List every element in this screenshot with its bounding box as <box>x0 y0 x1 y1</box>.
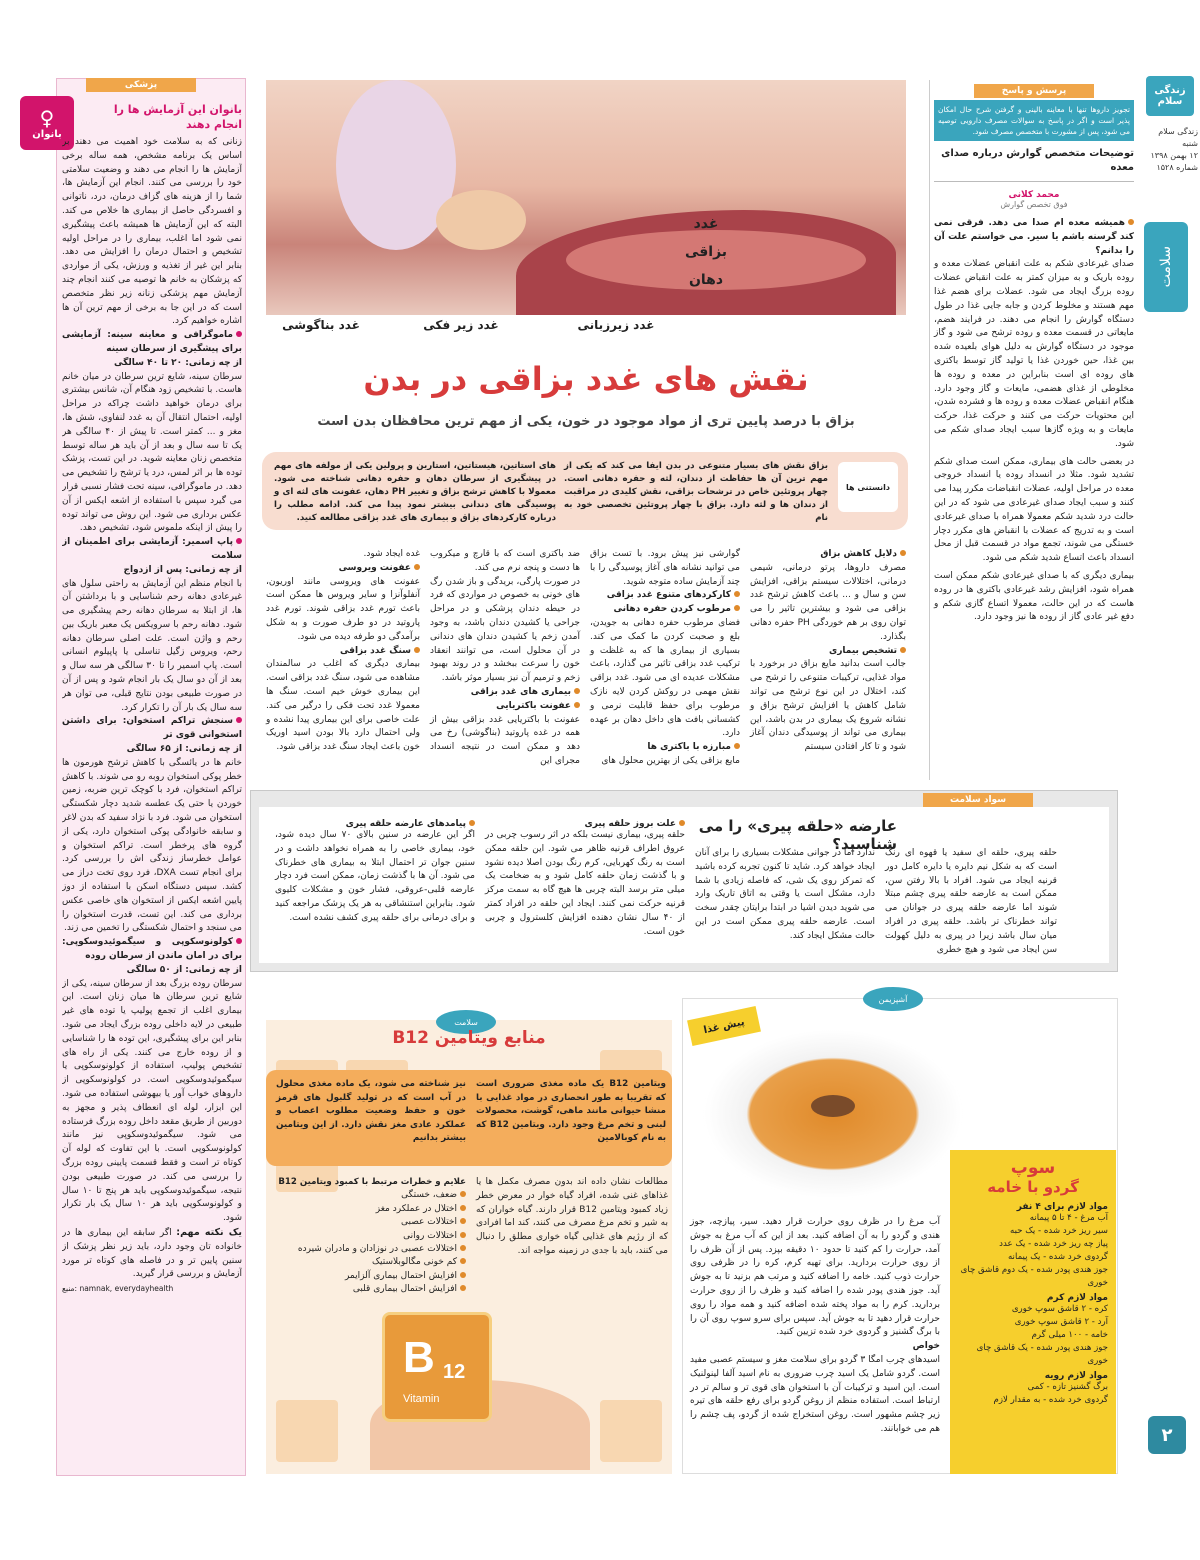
soup-ing-item: سیر ریز خرد شده - یک حبه <box>1009 1226 1108 1236</box>
b12-list-item-text: اختلالات عصبی <box>400 1217 457 1228</box>
arcus-col3-text: حلقه پیری، بیماری نیست بلکه در اثر رسوب چربی در عروق اطراف قرنیه ظاهر می شود. این حلقه ممکن است به رنگ کهربایی، کرم رنگ بودن اصلا دیده نشود و با گذشت زمان حلقه کامل شود و به ضخامت یک میلی متر برسد البته چربی ها هیچ گاه به سمت مرکز قرنیه حرکت نمی کنند. ایجاد این حلقه در افراد کمتر از ۴۰ سال نشان دهنده افزایش کلسترول و چربی خون است. <box>485 830 685 937</box>
main-col4-h2 <box>266 645 420 659</box>
main-col4-t3: بیماری دیگری که اغلب در سالمندان مشاهده می شود، سنگ غدد بزاقی است. این بیماری خوش خیم است. سنگ ها معمولا غدد تحت فکی را درگیر می کند. علت خاصی برای این بیماری پیدا نشده و ولی احتمال دارد بالا بودن اسید اوریک خون باعث ایجاد سنگ غدد بزاقی شود. <box>266 659 420 753</box>
women-h4 <box>62 936 242 964</box>
masthead-logo: زندگی سلام <box>1146 76 1194 116</box>
qa-author: محمد کلانی <box>1008 190 1060 200</box>
women-a1: از چه زمانی: ۲۰ تا ۴۰ سالگی <box>114 357 242 368</box>
b12-list-item-text: افزایش احتمال بیماری قلبی <box>352 1284 457 1295</box>
page-number: ۲ <box>1148 1416 1186 1454</box>
arcus-h4-text: پیامدهای عارضه حلقه پیری <box>345 819 466 829</box>
b12-bg-tile <box>276 1400 338 1462</box>
b12-title: منابع ویتامین B12 <box>392 1028 546 1048</box>
soup-ingredients <box>950 1150 1116 1474</box>
arcus-h4 <box>275 819 475 829</box>
b12-card-word: Vitamin <box>403 1393 440 1405</box>
main-col4-t1: غده ایجاد شود. <box>363 549 420 559</box>
masthead-date: ۱۲ بهمن ۱۳۹۸ <box>1150 151 1198 160</box>
arcus-title: عارضه «حلقه پیری» را می شناسید؟ <box>698 817 897 853</box>
submandibular-gland <box>436 190 526 250</box>
qa-title: توضیحات متخصص گوارش درباره صدای معده <box>934 147 1134 182</box>
main-col1-t1: مصرف داروها، پرتو درمانی، شیمی درمانی، اختلالات سیستم بزاقی، افزایش سن و سال و ... باعث کاهش ترشح غدد بزاقی می شود و بیشترین تاثیر را می توان روی بر هم خوردگی PH حفره دهانی بگذارد. <box>750 562 906 642</box>
arcus-h3-text: علت بروز حلقه پیری <box>584 819 676 829</box>
soup-badge: پیش غذا <box>687 1006 761 1046</box>
b12-list-item <box>270 1256 466 1269</box>
main-col3-h1 <box>430 686 580 700</box>
qa-body2: در بعضی حالت های بیماری، ممکن است صدای شکم تشدید شود. مثلا در انسداد روده یا انسداد خروجی معده در مراحل اولیه، عضلات انقباضات مکرر پیدا می کنند و سبب ایجاد صدای غیرعادی می شود که در این حالت درد شدید شکم معمولا همراه با صدای غیرعادی است و به تدریج که عضلات با انقباض های مکرر دچار خستگی می شوند، تجمع مواد در قسمت قبل از محل انسداد باعث اتساع شدید شکم می شود. <box>934 456 1134 564</box>
masthead-meta <box>1144 126 1198 174</box>
soup-top-list <box>958 1381 1108 1407</box>
b12-card <box>382 1312 492 1422</box>
women-a2: از چه زمانی: پس از ازدواج <box>123 564 242 575</box>
soup-cream-item: آرد - ۲ قاشق سوپ خوری <box>1014 1317 1108 1327</box>
main-col1-t2: جالب است بدانید مایع بزاق در برخورد با مواد غذایی، ترکیبات متنوعی را ترشح می کند، اختلال در این نوع ترشح می تواند شامل کاهش یا افزایش ترشح بزاق و نشانه شروع یک بیماری در بدن باشد، این بیماری می تواند از پوسیدگی دندان آغاز شود و تا کار افتادن سیستم <box>750 659 906 753</box>
arcus-box <box>250 790 1118 972</box>
women-title: بانوان این آزمایش ها را انجام دهند <box>113 103 242 131</box>
soup-top-title: مواد لازم رویه <box>1044 1371 1108 1381</box>
women-a3: از چه زمانی: از ۶۵ سالگی <box>126 744 242 755</box>
gland-label-sublingual: غدد زیرزبانی <box>577 318 655 332</box>
b12-list-item-text: ضعف، خستگی <box>401 1190 457 1201</box>
main-subhead: بزاق با درصد پایین تری از مواد موجود در خون، یکی از مهم ترین محافظان بدن است <box>317 414 855 429</box>
main-col2-h2 <box>590 741 740 755</box>
women-h3-text: سنجش تراکم استخوان: برای داشتن استخوانی قوی تر <box>62 716 242 741</box>
main-col3-t1: ضد باکتری است که با قارچ و میکروب ها دست و پنجه نرم می کند. <box>430 549 580 573</box>
qa-note: تجویز داروها تنها با معاینه بالینی و گرفتن شرح حال امکان پذیر است و اگر در پاسخ به سوالات مصرف دارویی توصیه می شود، پس از مشورت با متخصص مصرف شود. <box>934 100 1134 141</box>
women-h1 <box>62 329 242 357</box>
soup-ing-item: پیاز چه ریز خرد شده - یک عدد <box>999 1239 1108 1249</box>
soup-cream-item: خامه - ۱۰۰ میلی گرم <box>1031 1330 1108 1340</box>
fact-box-text2: های استاتین، هیستاتین، استارین و پرولین یکی از مولفه های مهم در پیشگیری از سرطان دهان و حفره دهانی شناخته می شود. معمولا با کاهش ترشح بزاق و تغییر PH دهان، عفونت های لثه ای و پوسیدگی های دندانی بیشتر نمود پیدا می کند. ادامه مطلب را درباره کارکردهای بزاق و بیماری های غدد بزاقی مطالعه کنید. <box>274 461 556 523</box>
gland-label-parotid: غدد بناگوشی <box>282 318 360 332</box>
soup-ing-title: مواد لازم برای ۴ نفر <box>1016 1202 1108 1212</box>
arcus-tab: سواد سلامت <box>923 793 1033 807</box>
b12-list-item <box>270 1243 466 1256</box>
main-col3-h1-text: بیماری های غدد بزاقی <box>470 686 571 697</box>
soup-cream-item: کره - ۲ قاشق سوپ خوری <box>1011 1304 1108 1314</box>
masthead-issue: شماره ۱۵۲۸ <box>1156 163 1198 172</box>
women-p6 <box>62 1226 242 1282</box>
b12-tab: سلامت <box>436 1010 496 1034</box>
column-divider <box>929 80 930 780</box>
main-col2-t2 <box>590 603 740 617</box>
b12-list-title: علایم و خطرات مرتبط با کمبود ویتامین B12 <box>278 1177 466 1187</box>
soup-cream-list <box>958 1303 1108 1368</box>
b12-list <box>270 1176 466 1297</box>
women-figure-icon: ♀ <box>39 105 55 130</box>
main-col4-t2: عفونت های ویروسی مانند اوریون، آنفلوآنزا و سایر ویروس ها ممکن است باعث تورم غدد بزاقی شوند. تورم غدد پاروتید در دو طرف صورت و به شکل برآمدگی دو طرفه دیده می شود. <box>266 576 420 642</box>
b12-body: مطالعات نشان داده اند بدون مصرف مکمل ها یا غذاهای غنی شده، افراد گیاه خوار در معرض خطر زیاد کمبود ویتامین B12 قرار دارند. گیاه خواران که به شیر و تخم مرغ مصرف می کنند، کند اما افرادی که از رژیم های غذایی گیاه خواری مطلق را دنبال می کنند، باید با جدی در زمینه مواجه اند. <box>476 1177 668 1256</box>
b12-list-item-text: اختلال در عملکرد مغز <box>375 1203 457 1214</box>
women-text <box>62 102 242 1462</box>
soup-method <box>690 1216 940 1437</box>
b12-list-item <box>270 1270 466 1283</box>
b12-list-item <box>270 1189 466 1202</box>
main-col-3 <box>430 548 580 769</box>
soup-prop-title: خواص <box>912 1341 940 1352</box>
main-col2-h2-text: مبارزه با باکتری ها <box>647 742 731 753</box>
women-h2 <box>62 536 242 564</box>
main-col3-h2 <box>430 700 580 714</box>
soup-title2: گردو با خامه <box>987 1178 1079 1196</box>
b12-list-item <box>270 1283 466 1296</box>
arcus-col4 <box>275 819 475 926</box>
women-h1-text: ماموگرافی و معاینه سینه: آزمایشی برای پیشگیری از سرطان سینه <box>62 330 242 354</box>
qa-author-role: فوق تخصص گوارش <box>1000 200 1068 209</box>
soup-steps: آب مرغ را در ظرف روی حرارت قرار دهید. سیر، پیازچه، جوز هندی و گردو را به آن اضافه کنید. بعد از این که آب مرغ به جوش آمد، حرارت را کم کنید تا حدود ۱۰ دقیقه بپزد. پس از آن ظرف را از روی حرارت بردارید. برای تهیه کرم، کره را در ظرفی روی حرارت ذوب کنید. خامه را اضافه کنید و مرتب هم بزنید تا به جوش آید. جوز هندی پودر شده را اضافه کنید و ظرف را از روی حرارت بردارید. کرم را به مواد پخته شده اضافه کنید و همه مواد را روی حرارت قرار دهید تا به جوش آید. سپس برای سرو سوپ روی آن را با برگ گشنیز و گردوی خرد شده تزیین کنید. <box>690 1217 940 1338</box>
b12-list-item-text: افزایش احتمال بیماری آلزایمر <box>344 1270 457 1281</box>
arcus-h3 <box>485 819 685 829</box>
qa-question-text: همیشه معده ام صدا می دهد. فرقی نمی کند گرسنه باشم یا سیر. می خواستم علت آن را بدانم؟ <box>934 218 1134 256</box>
soup-ing-list <box>958 1212 1108 1290</box>
main-col3-t3: عفونت با باکتریایی غدد بزاقی بیش از همه در غده پاروتید (بناگوشی) رخ می دهد و ممکن است در نتیجه انسداد مجرای این <box>430 714 580 766</box>
b12-bg-tile <box>600 1400 662 1462</box>
main-col1-h2 <box>750 645 906 659</box>
main-col2-h1 <box>590 589 740 603</box>
soup-ing-item: جوز هندی پودر شده - یک دوم قاشق چای خوری <box>960 1265 1108 1288</box>
main-col4-h1-text: عفونت ویروسی <box>338 562 411 573</box>
soup-cream-title: مواد لازم کرم <box>1046 1293 1108 1303</box>
main-col2-t2-text: مرطوب کردن حفره دهانی <box>613 604 731 615</box>
women-p6-text: اگر سابقه این بیماری ها در خانواده تان وجود دارد، باید زیر نظر پزشک از سنین پایین تر و در فاصله های کوتاه تر مورد آزمایش و بررسی قرار گیرید. <box>62 1227 242 1280</box>
women-tab: پزشکی <box>86 78 196 92</box>
b12-intro1: ویتامین B12 یک ماده مغذی ضروری است که تقریبا به طور انحصاری در مواد غذایی با منشا حیوانی مانند ماهی، گوشت، محصولات لبنی و تخم مرغ وجود دارد. ویتامین B12 که به نام کوبالامین <box>476 1079 666 1143</box>
women-a4: از چه زمانی: از ۵۰ سالگی <box>126 964 242 975</box>
women-p1: زنانی که به سلامت خود اهمیت می دهند بر اساس یک برنامه مشخص، همه ساله برخی آزمایش ها را انجام می دهند و وضعیت سلامتی خود را بررسی می کنند. انجام این آزمایش ها، شما را از هزینه های گزاف درمان، درد، ناتوانی و افسردگی حاصل از بیماری ها خلاص می کند. البته که این آزمایش ها همیشه باعث پیشگیری نمی شود اما اغلب، بیماری را در مراحل اولیه تشخیص و احتمال درمان را افزایش می دهد. بنابر این غیر از تغذیه و ورزش، یکی از مواردی که پزشکان به خانم ها توصیه می کنند انجام چند آزمایش مهم پزشکی زنانه زیر نظر متخصص است که در این جا به برخی از مهم ترین آن ها اشاره خواهیم کرد. <box>62 137 242 327</box>
main-col1-h2-text: تشخیص بیماری <box>828 645 897 656</box>
qa-body1: صدای غیرعادی شکم به علت انقباض عضلات معده و روده باریک و به میزان کمتر به علت انقباض عضلات روده بزرگ ایجاد می شود. عضلات برای هضم غذا مهم هستند و مخلوط کردن و جابه جایی غذا در طول دستگاه گوارش را انجام می دهند. در فرایند هضم، مایعاتی در قسمت معده و روده ترشح می شود و گاز موجود در دستگاه گوارش به دلیل هوای بلعیده شده بین غذا، حین خوردن غذا یا تولید گاز توسط باکتری های روده ای است بنابراین در معده و روده ها مخلوطی از غذای هضمی، مایعات و گاز وجود دارد. هنگام انقباض عضلات معده و روده ها و فشرده شدن، این محتویات حرکت می کنند و حرکت غذا، حرکت مایعات و به ویژه گازها سبب ایجاد صدای شکم می شود. <box>934 259 1134 449</box>
soup-title1: سوپ <box>1010 1158 1056 1178</box>
main-col1-h1 <box>750 548 906 562</box>
b12-card-number: 12 <box>443 1361 466 1383</box>
fact-box-text1: بزاق نقش های بسیار متنوعی در بدن ایفا می کند که یکی از مهم ترین آن ها حفاظت از دندان، لثه و حفره دهانی است. چهار پروتئین خاص در ترشحات بزاقی، نقش کلیدی در مراقبت از دندان ها و لثه دارد. بزاق با چهار پروتئین تخصصی خود به نام <box>564 461 828 523</box>
women-p5: سرطان روده بزرگ بعد از سرطان سینه، یکی از شایع ترین سرطان ها میان زنان است. این بیماری اغلب از تجمع پولیپ یا توده های غیر طبیعی در لایه داخلی روده بزرگ ایجاد می شود. بنابر این برای پیشگیری، این توده ها را شناسایی و از روده خارج می کنند. یکی از راه های تشخیص پولیپ، استفاده از کولونوسکوپی یا سیگموئیدوسکوپی است. در کولونوسکوپی از داروهای خواب آور یا بیهوشی استفاده می شود. این ابزار، لوله ای انعطاف پذیر و مجهز به دوربین از طریق مقعد داخل روده بزرگ فرستاده می شود. سیگموئیدوسکوپی نیز مانند کولونوسکوپی است. با این تفاوت که لوله آن کوتاه تر است و فقط قسمت پایینی روده بزرگ را بررسی می کند. در صورت طبیعی بودن نتیجه، سیگموئیدوسکوپی باید هر پنج تا ۱۰ سال و کولونوسکوپی باید هر ۱۰ سال یک بار تکرار شود. <box>62 978 242 1224</box>
section-label <box>1144 222 1188 312</box>
gland-caption: غدد بزاقی دهان <box>684 216 728 288</box>
soup-cream-item: جوز هندی پودر شده - یک قاشق چای خوری <box>976 1343 1108 1366</box>
soup-top-item: گردوی خرد شده - به مقدار لازم <box>993 1395 1108 1405</box>
soup-top-item: برگ گشنیز تازه - کمی <box>1027 1382 1108 1392</box>
main-col2-t1: گوارشی نیز پیش برود. با تست بزاق می توانید نشانه های آغاز پوسیدگی را با چند آزمایش ساده متوجه شوید. <box>590 549 740 587</box>
arcus-col2: ندارد اما در جوانی مشکلات بسیاری را برای آنان ایجاد خواهد کرد. شاید تا کنون تجربه کرده باشید که تمرکز روی یک شی، که فاصله زیادی با شما دارد، مشکل است یا وقتی به اتاق تاریک وارد می شوید دیدن اشیا در ابتدا برایتان چقدر سخت است. عارضه حلقه پیری ممکن است در این حالت مشکل ایجاد کند. <box>695 848 875 941</box>
main-col-1 <box>750 548 906 755</box>
arcus-col4-text: اگر این عارضه در سنین بالای ۷۰ سال دیده شود، خود، بیماری خاصی را به همراه نخواهد داشت و در سنین جوان تر احتمال ابتلا به بیماری های خطرناک می شود. آن ها با گذشت زمان، ممکن است فرد دچار عارضه قلبی-عروقی، فشار خون و مشکلات کلیوی شود. بنابراین استنشاقی به هر یک پزشک مراجعه کنید و برای درمانی برای حلقه پیری کشف نشده است. <box>275 830 475 923</box>
arcus-col1: حلقه پیری، حلقه ای سفید یا قهوه ای رنگ است که به شکل نیم دایره یا دایره کامل دور قرنیه ایجاد می شود. افراد با بالا رفتن سن، ممکن است به عارضه حلقه پیری چشم مبتلا شوند اما عارضه حلقه پیری در جوانان می تواند خطرناک تر باشد. حلقه پیری در افراد میان سال باشد زیرا در پیری به دلیل کهولت سن ایجاد می شود و هیچ خطری <box>885 848 1057 955</box>
b12-list-item <box>270 1230 466 1243</box>
women-note-title: یک نکته مهم: <box>176 1226 242 1238</box>
soup-ing-item: گردوی خرد شده - یک پیمانه <box>1007 1252 1108 1262</box>
main-col4-h2-text: سنگ غدد بزاقی <box>339 645 411 656</box>
women-p3: با انجام منظم این آزمایش به راحتی سلول های غیرعادی دهانه رحم شناسایی و با برداشتن آن ها، از ابتلا به سرطان دهانه رحم پیشگیری می شود. دهانه رحم با سرویکس یک معبر باریک بین رحم و واژن است. علت اصلی سرطان دهانه رحم، ویروس زگیل تناسلی یا پاپیلوم انسانی است. پاپ اسمیر را تا ۳۰ سالگی هر سه سال و بعد از آن دو سال یک بار انجام شود و پس از آن در صورت طبیعی بودن نتایج قبلی، می توان هر سه سال یک بار آن را تکرار کرد. <box>62 578 242 713</box>
b12-intro2: نیز شناخته می شود، یک ماده مغذی محلول در آب است که در تولید گلبول های قرمز خون و حفظ وضعیت مطلوب اعصاب و عملکرد عادی مغز نقش دارد. از این ویتامین بیشتر بدانیم <box>276 1079 466 1143</box>
fact-box <box>262 452 908 530</box>
qa-tab: پرسش و پاسخ <box>974 84 1094 98</box>
arcus-col3 <box>485 819 685 939</box>
main-col2-t3: فضای مرطوب حفره دهانی به جویدن، بلع و صحبت کردن ما کمک می کند. بسیاری از بیماری ها که به غلظت و ترکیب غدد بزاقی تاثیر می گذارد، باعث مشکلات عدیده ای می شود. غدد بزاقی نقش مهمی در روکش کردن لایه نازک مرطوب برای حفظ قابلیت نرمی و کشسانی بافت های داخل دهان بر عهده دارد. <box>590 617 740 739</box>
qa-column <box>934 84 1134 784</box>
soup-ing-item: آب مرغ - ۴ تا ۵ پیمانه <box>1029 1213 1108 1223</box>
main-col2-h1-text: کارکردهای متنوع غدد بزاقی <box>606 590 731 601</box>
women-h2-text: پاپ اسمیر: آزمایشی برای اطمینان از سلامت <box>62 537 242 561</box>
qa-question <box>934 217 1134 258</box>
soup-props: اسیدهای چرب امگا ۳ گردو برای سلامت مغز و سیستم عصبی مفید است. گردو شامل یک اسید چرب ضروری به نام اسید آلفا لینولنیک است. این اسید و ترکیبات آن با استخوان های قوی تر و سالم تر در ارتباط است. استفاده منظم از روغن گردو برای رفع حلقه های تیره زیر چشم مشهور است. روغن استخراج شده از گردو، پف چشم را هم می خوابانند. <box>690 1354 940 1434</box>
main-col3-h2-text: عفونت باکتریایی <box>496 700 571 711</box>
b12-list-item-text: اختلالات عصبی در نوزادان و مادران شیرده <box>297 1244 457 1255</box>
qa-body3: بیماری دیگری که با صدای غیرعادی شکم ممکن است همراه شود، افزایش رشد غیرعادی باکتری ها در روده هاست که در این حالت، معمولا اتساع گازی شکم و دفع غیر عادی گاز از روده ها نیز وجود دارد. <box>934 570 1134 623</box>
main-col2-t4: مایع بزاقی یکی از بهترین محلول های <box>601 755 740 766</box>
main-col1-h1-text: دلایل کاهش بزاق <box>820 549 897 559</box>
gland-label-submandibular: غدد زیر فکی <box>423 318 499 332</box>
masthead-sub2: شنبه <box>1182 139 1198 148</box>
main-col4-h1 <box>266 562 420 576</box>
women-p2: سرطان سینه، شایع ترین سرطان در میان خانم هاست. با تشخیص زود هنگام آن، شانس بیشتری برای درمان خواهید داشت چراکه در مراحل اولیه، احتمال انتقال آن به غدد لنفاوی، شش ها، مغز و ... کمتر است. تا پیش از ۴۰ سالگی هر یک تا سه سال و بعد از آن باید هر ساله توسط متخصص زنان معاینه شوید. در این تست، پزشک توده ها بر اثر لمس، درد یا ترشح را تشخیص می دهد. در ماموگرافی، سینه تحت فشار نسبی قرار می گیرد سپس با استفاده از اشعه ایکس از آن عکس برداری می شود. این روش می تواند توده را پیش از اینکه ملموس شود، تشخیص دهد. <box>62 371 242 534</box>
b12-list-item <box>270 1203 466 1216</box>
b12-list-item <box>270 1216 466 1229</box>
b12-card-letter: B <box>403 1333 435 1382</box>
b12-list-item-text: اختلالات روانی <box>403 1230 457 1241</box>
b12-list-item-text: کم خونی مگالوبلاستیک <box>371 1257 457 1268</box>
women-p4: خانم ها در یائسگی با کاهش ترشح هورمون ها خطر پوکی استخوان روبه رو می شوند. با کاهش تراکم استخوان، فرد با کوچک ترین ضربه، زمین خوردن یا حتی یک عطسه شدید دچار شکستگی استخوان می شود. فرد با نژاد سفید که بدن لاغر و سابقه خانوادگی پوکی استخوان دارد، یکی از گروه های پرخطر است. تراکم استخوان و عوامل خطرساز زندگی اش را بررسی کرد. برای انجام تست DXA، فرد روی تخت دراز می کشد. سپس دستگاه اسکن با استفاده از دوز پایین اشعه ایکس از استخوان های خاصی عکس برداری می کند. این تست، قدرت استخوان را می سنجد و احتمال شکستگی را تخمین می زند. <box>62 757 242 934</box>
masthead-sub1: زندگی سلام <box>1158 127 1198 136</box>
main-col3-t2: در صورت پارگی، بریدگی و باز شدن رگ های خونی به خصوص در مواردی که فرد در حیطه دندان پزشکی و در مراحل جراحی یا کشیدن دندان باشد، به وجود آمدن زخم یا کشیدن دندان های دندانی در آن محلول است، می توانند انعقاد خون را سرعت ببخشد و در روند بهبود زخم و ترمیم آن نیز بسیار موثر باشد. <box>430 576 580 684</box>
women-source: منبع: namnak, everydayhealth <box>62 1284 174 1294</box>
women-h3 <box>62 715 242 743</box>
main-col-4 <box>266 548 420 755</box>
soup-garnish <box>811 1095 855 1117</box>
section-label-text: سلامت <box>1158 246 1174 288</box>
women-h4-text: کولونوسکوپی و سیگموئیدوسکوپی: برای در امان ماندن از سرطان روده <box>62 937 242 962</box>
gland-illustration <box>266 80 906 315</box>
main-headline: نقش های غدد بزاقی در بدن <box>363 360 809 398</box>
fact-box-tab: دانستنی ها <box>838 462 898 512</box>
soup-tab: آشپزیمن <box>863 987 923 1011</box>
women-badge-text: بانوان <box>32 128 62 140</box>
main-col-2 <box>590 548 740 769</box>
